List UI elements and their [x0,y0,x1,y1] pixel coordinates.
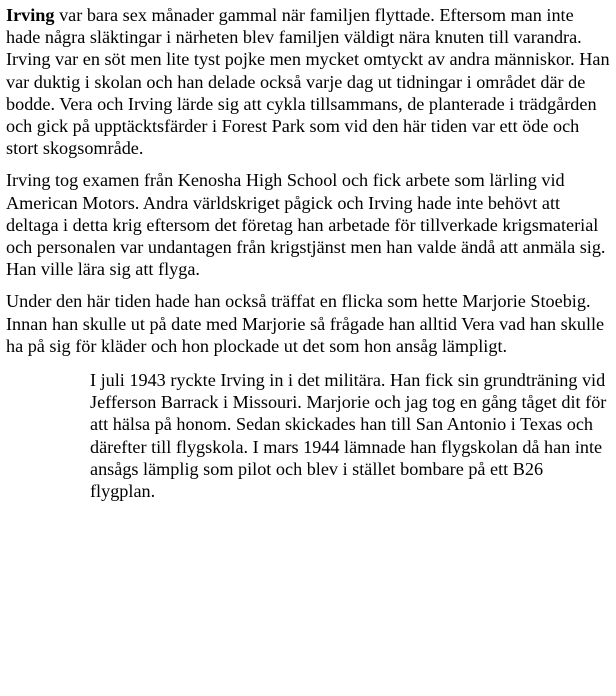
paragraph-military-quote: I juli 1943 ryckte Irving in i det militära. Han fick sin grundträning vid Jefferson Barrack i Missouri. Marjorie och jag tog en gång tåget dit för att hälsa på honom. Sedan skickades han till San Antonio i Texas och därefter till flygskola. I mars 1944 lämnade han flygskolan då han inte ansågs lämplig som pilot och blev i stället bombare på ett B26 flygplan. [90,370,607,502]
paragraph-text: var bara sex månader gammal när familjen flyttade. Eftersom man inte hade några släktingar i närheten blev familjen väldigt nära knuten till varandra. Irving var en söt men lite tyst pojke men mycket omtyckt av andra människor. Han var duktig i skolan och han delade också varje dag ut tidningar i området där de bodde. Vera och Irving lärde sig att cykla tillsammans, de planterade i trädgården och gick på upptäcktsfärder i Forest Park som vid den här tiden var ett öde och stort skogsområde. [6,5,610,159]
paragraph-childhood [6,4,610,159]
document-page [6,4,610,512]
paragraph-marjorie: Under den här tiden hade han också träffat en flicka som hette Marjorie Stoebig. Innan han skulle ut på date med Marjorie så frågade han alltid Vera vad han skulle ha på sig för kläder och hon plockade ut det som hon ansåg lämpligt. [6,291,605,356]
paragraph-lead-name: Irving [6,5,55,25]
paragraph-education: Irving tog examen från Kenosha High School och fick arbete som lärling vid American Motors. Andra världskriget pågick och Irving hade inte behövt att deltaga i detta krig eftersom det företag han arbetade för tillverkade krigsmaterial och personalen var undantagen från krigstjänst men han valde ändå att anmäla sig. Han ville lära sig att flyga. [6,170,606,280]
